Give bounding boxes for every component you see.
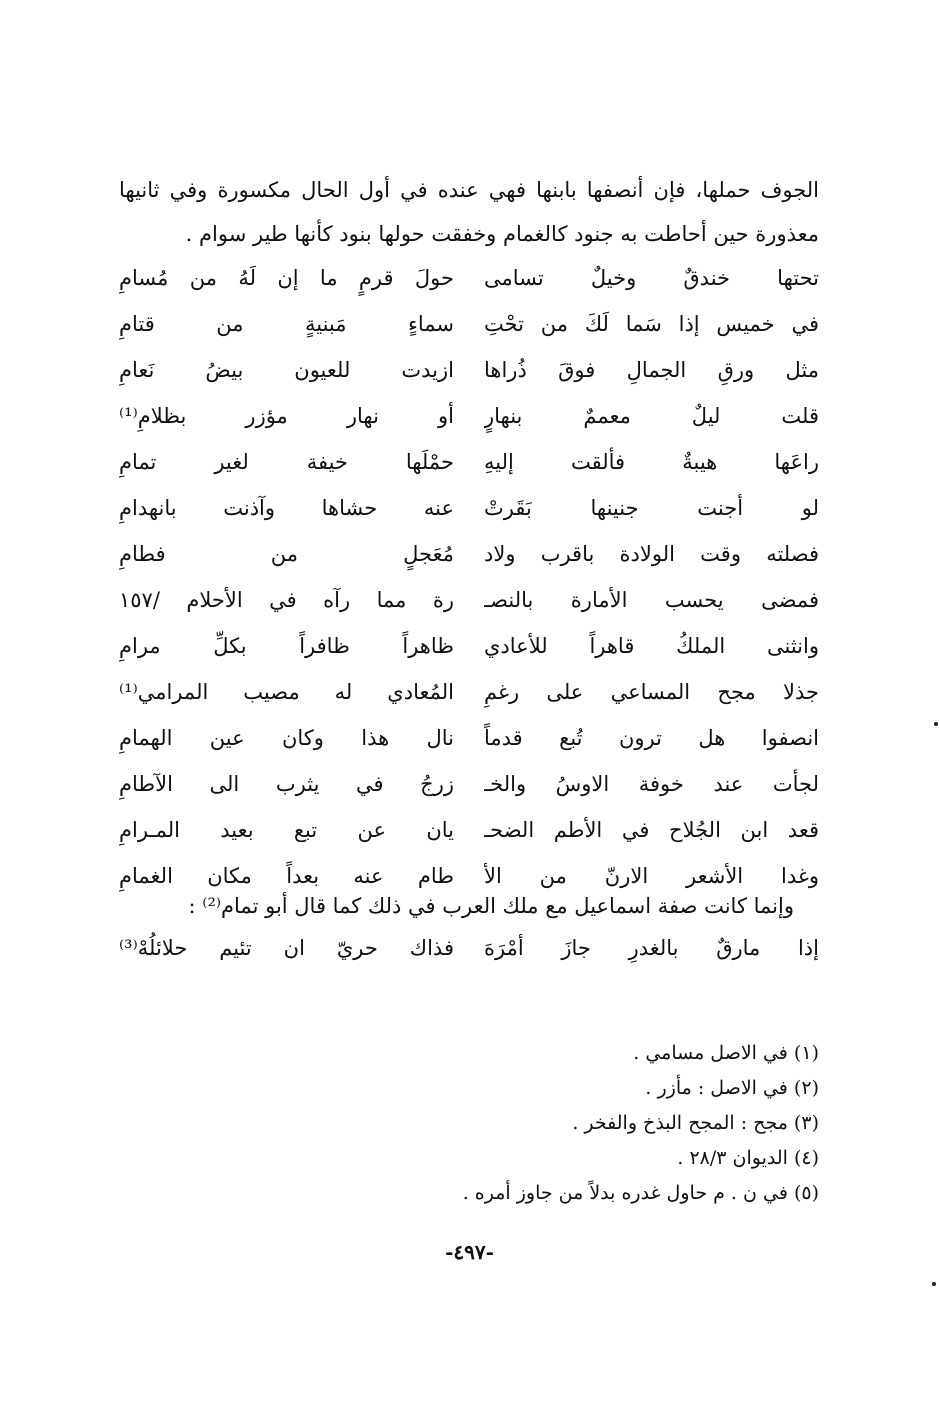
second-hemistich: فذاك حريّ ان تئيم حلائلُهْ⁽³⁾ [119, 936, 454, 960]
footnotes [319, 1036, 819, 1211]
verse-line [119, 302, 819, 346]
second-hemistich: طام عنه بعداً مكان الغمامِ [119, 864, 454, 888]
verse-line [119, 394, 819, 438]
first-hemistich: مثل ورقِ الجمالِ فوقَ ذُراها [484, 358, 819, 382]
footnote: (٢) في الاصل : مأزر . [645, 1077, 819, 1099]
second-hemistich: عنه حشاها وآذنت بانهدامِ [119, 496, 454, 520]
page-number: -٤٩٧- [445, 1240, 494, 1264]
verse-line [119, 440, 819, 484]
second-hemistich: أو نهار مؤزر بظلامِ⁽¹⁾ [119, 404, 454, 428]
first-hemistich: لجأت عند خوفة الاوسُ والخـ [484, 772, 819, 796]
second-hemistich: ازيدت للعيون بيضُ نَعامِ [119, 358, 454, 382]
verse-line [119, 624, 819, 668]
first-hemistich: قلت ليلٌ معممٌ بنهارٍ [484, 404, 819, 428]
first-hemistich: في خميس إذا سَما لَكَ من تحْتِ [484, 312, 819, 336]
second-hemistich: حولَ قرمٍ ما إن لَهُ من مُسامِ [119, 266, 454, 290]
first-hemistich: راعَها هيبةٌ فألقت إليهِ [484, 450, 819, 474]
second-hemistich: مُعَجلٍ من فطامِ [119, 542, 454, 566]
first-hemistich: وانثنى الملكُ قاهراً للأعادي [484, 634, 819, 658]
second-hemistich: يان عن تبع بعيد المـرامِ [119, 818, 454, 842]
verse-line [119, 532, 819, 576]
scan-speck [934, 722, 938, 726]
second-hemistich: رة مما رآه في الأحلام /١٥٧ [119, 588, 454, 612]
verse-line [119, 808, 819, 852]
footnote: (٣) مجح : المجح البذخ والفخر . [572, 1112, 819, 1134]
verse-line [119, 762, 819, 806]
scan-speck [932, 1282, 936, 1286]
first-hemistich: لو أجنت جنينها بَقَرتْ [484, 496, 819, 520]
first-hemistich: فصلته وقت الولادة باقرب ولاد [484, 542, 819, 566]
second-hemistich: نال هذا وكان عين الهمامِ [119, 726, 454, 750]
first-hemistich: وغدا الأشعر الارنّ من الأ [484, 864, 819, 888]
second-hemistich: سماءٍ مَبنيةٍ من قتامِ [119, 312, 454, 336]
second-hemistich: ظاهراً ظافراً بكلِّ مرامِ [119, 634, 454, 658]
prose-transition: وإنما كانت صفة اسماعيل مع ملك العرب في ذلك كما قال أبو تمام⁽²⁾ : [188, 894, 794, 918]
first-hemistich: تحتها خندقٌ وخيلٌ تسامى [484, 266, 819, 290]
first-hemistich: فمضى يحسب الأمارة بالنصـ [484, 588, 819, 612]
verse-line [119, 716, 819, 760]
first-hemistich: انصفوا هل ترون تُبع قدماً [484, 726, 819, 750]
verse-line-final [119, 926, 819, 970]
verse-line [119, 486, 819, 530]
first-hemistich: قعد ابن الجُلاح في الأطم الضحـ [484, 818, 819, 842]
prose-paragraph: الجوف حملها، فإن أنصفها بابنها فهي عنده في أول الحال مكسورة وفي ثانيها معذورة حين أحاطت به جنود كالغمام وخفقت حولها بنود كأنها طير سوام . [119, 178, 819, 246]
footnote: (٤) الديوان ٢٨/٣ . [677, 1147, 819, 1169]
second-hemistich: زرجُ في يثرب الى الآطامِ [119, 772, 454, 796]
verse-line [119, 256, 819, 300]
verse-line [119, 670, 819, 714]
second-hemistich: حمْلَها خيفة لغير تمامِ [119, 450, 454, 474]
verse-line [119, 578, 819, 622]
verse-line [119, 348, 819, 392]
first-hemistich: جذلا مجح المساعي على رغمِ [484, 680, 819, 704]
second-hemistich: المُعادي له مصيب المرامي⁽¹⁾ [119, 680, 454, 704]
first-hemistich: إذا مارقٌ بالغدرِ جازَ أمْرَهَ [484, 936, 819, 960]
footnote: (٥) في ن . م حاول غدره بدلاً من جاوز أمره . [462, 1182, 819, 1204]
footnote: (١) في الاصل مسامي . [633, 1042, 819, 1064]
